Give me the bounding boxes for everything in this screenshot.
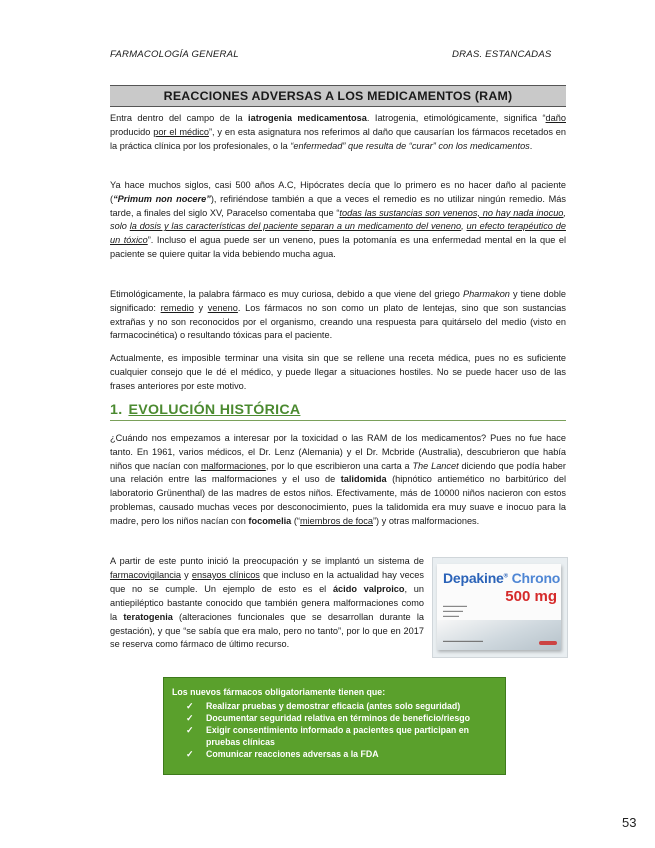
- checkmark-icon: ✓: [186, 713, 194, 723]
- section-heading: [110, 402, 566, 421]
- paragraph-prescription: Actualmente, es imposible terminar una visita sin que se rellene una receta médica, pues no es suficiente cualquier consejo que le dé el médico, y puede llegar a situaciones hostiles. No se puede hacer uso de las frases anteriores por este motivo.: [110, 353, 566, 391]
- running-header-right: DRAS. ESTANCADAS: [452, 49, 552, 60]
- requirements-title: Los nuevos fármacos obligatoriamente tienen que:: [172, 687, 386, 697]
- box-stripe: [437, 620, 561, 650]
- paragraph-history: Ya hace muchos siglos, casi 500 años A.C, Hipócrates decía que lo primero es no hacer daño al paciente (“Primum non nocere”), refiriéndose también a que a veces el remedio es no utilizar ningún remedio. Más tarde, a finales del siglo XV, Paracelso comentaba que “todas las sustancias son venenos, no hay nada inocuo, solo la dosis y las características del paciente separan a un medicamento del veneno, un efecto terapéutico de un tóxico”. Incluso el agua puede ser un veneno, pues la potomanía es una enfermedad mental en la que el paciente se quiere quitar la vida bebiendo mucha agua.: [110, 180, 566, 259]
- product-dose: 500 mg: [505, 588, 557, 605]
- list-item: ✓ Comunicar reacciones adversas a la FDA: [186, 749, 379, 759]
- list-item: ✓ Exigir consentimiento informado a pacientes que participan en pruebas clínicas: [186, 725, 469, 747]
- box-fine-print-bottom: ▬▬▬▬▬▬▬▬▬▬: [443, 638, 483, 643]
- checkmark-icon: ✓: [186, 701, 194, 711]
- paragraph-iatrogenia: Entra dentro del campo de la iatrogenia medicamentosa. Iatrogenia, etimológicamente, significa “daño producido por el médico”, y en esta asignatura nos referimos al daño que causarían los fármacos recetados en la práctica clínica por los profesionales, o la “enfermedad” que resulta de “curar” con los medicamentos.: [110, 113, 566, 151]
- section-number: 1.: [110, 402, 123, 418]
- chapter-title: REACCIONES ADVERSAS A LOS MEDICAMENTOS (RAM): [163, 89, 513, 103]
- product-brand: Depakine® Chrono: [443, 570, 561, 586]
- requirements-box: [163, 677, 506, 775]
- running-header-left: FARMACOLOGÍA GENERAL: [110, 49, 239, 60]
- paragraph-valproic: A partir de este punto inició la preocupación y se implantó un sistema de farmacovigilancia y ensayos clínicos que incluso en la actualidad hay veces que no se cumple. Un ejemplo de esto es el ácido valproico, un antiepiléptico bastante conocido que también genera malformaciones como la teratogenia (alteraciones funcionales que se desarrollan durante la gestación), y que “se sabía que era malo, pero no tanto”, por lo que en 2017 se reserva como fármaco de último recurso.: [110, 556, 424, 650]
- checkmark-icon: ✓: [186, 725, 194, 735]
- paragraph-thalidomide: ¿Cuándo nos empezamos a interesar por la toxicidad o las RAM de los medicamentos? Pues no fue hace tanto. En 1961, varios médicos, el Dr. Lenz (Alemania) y el Dr. Mcbride (Australia), descubrieron que había niños que nacían con malformaciones, por lo que escribieron una carta a The Lancet diciendo que podía haber una relación entre las malformaciones y el uso de talidomida (hipnótico antiemético no barbitúrico del laboratorio Grünenthal) de las madres de estos niños. Efectivamente, más de 10000 niños nacieron con estos problemas, causado muchas veces por desconocimiento, pues la talidomida era muy suave e inocuo para la madre, pero los niños nacían con focomelia (“miembros de foca”) y otras malformaciones.: [110, 433, 566, 526]
- requirements-list: [184, 700, 496, 760]
- section-title: EVOLUCIÓN HISTÓRICA: [128, 402, 301, 418]
- list-item: ✓ Documentar seguridad relativa en términos de beneficio/riesgo: [186, 713, 470, 723]
- box-fine-print: ▬▬▬▬▬▬ ▬▬▬▬▬ ▬▬▬▬: [443, 603, 467, 618]
- depakine-box-photo: [432, 557, 568, 658]
- chapter-title-bar: [110, 85, 566, 107]
- list-item: ✓ Realizar pruebas y demostrar eficacia (antes solo seguridad): [186, 701, 461, 711]
- checkmark-icon: ✓: [186, 749, 194, 759]
- manufacturer-logo: [539, 641, 557, 645]
- paragraph-etymology: Etimológicamente, la palabra fármaco es muy curiosa, debido a que viene del griego Pharmakon y tiene doble significado: remedio y veneno. Los fármacos no son como un plato de lentejas, sino que son sustancias extrañas y no son reconocidos por el organismo, creando una respuesta para quitárselo del medio (visto en farmacocinética) o resultando tóxicas para el paciente.: [110, 289, 566, 341]
- page-number: 53: [622, 815, 637, 830]
